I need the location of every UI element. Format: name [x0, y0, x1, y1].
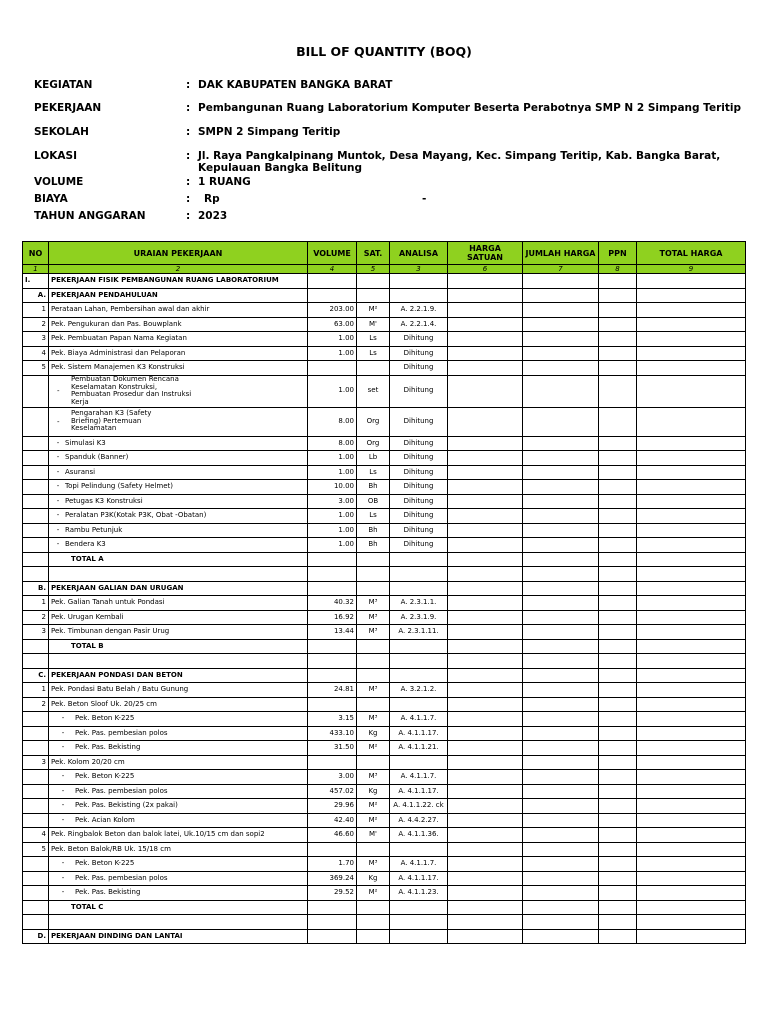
item-analisa: A. 2.2.1.9. [390, 303, 448, 318]
item-no: 1 [23, 683, 49, 698]
item-volume: 63.00 [308, 317, 357, 332]
item-desc [49, 813, 308, 828]
item-volume: 1.00 [308, 465, 357, 480]
tahun-label: TAHUN ANGGARAN [34, 210, 146, 222]
table-row [23, 509, 746, 524]
table-row [23, 799, 746, 814]
table-row [23, 346, 746, 361]
item-unit: Bh [357, 538, 390, 553]
item-no: 1 [23, 303, 49, 318]
item-dash: - [61, 743, 65, 751]
item-analisa: Dihitung [390, 436, 448, 451]
item-no: 3 [23, 755, 49, 770]
biaya-amount: - [422, 193, 427, 205]
item-unit: M³ [357, 610, 390, 625]
item-volume: 1.00 [308, 509, 357, 524]
item-desc [49, 480, 308, 495]
col-number: 9 [637, 265, 746, 274]
item-desc: Pek. Sistem Manajemen K3 Konstruksi [49, 361, 308, 376]
item-analisa: A. 4.4.2.27. [390, 813, 448, 828]
item-desc: Pek. Pengukuran dan Pas. Bouwplank [49, 317, 308, 332]
item-unit: M³ [357, 683, 390, 698]
item-no: 5 [23, 842, 49, 857]
item-volume: 1.00 [308, 375, 357, 407]
item-no: 1 [23, 596, 49, 611]
document-title: BILL OF QUANTITY (BOQ) [296, 44, 472, 59]
item-desc-text: Simulasi K3 [65, 438, 106, 447]
item-volume: 457.02 [308, 784, 357, 799]
item-desc: Pek. Kolom 20/20 cm [49, 755, 308, 770]
table-row [23, 625, 746, 640]
item-dash: - [56, 453, 60, 461]
item-desc-text: Pek. Beton K-225 [75, 714, 135, 722]
colon: : [186, 126, 191, 138]
item-dash: - [61, 728, 65, 737]
table-header-row [23, 242, 746, 265]
empty-row [23, 915, 746, 930]
col-header-volume: VOLUME [308, 242, 357, 265]
colon: : [186, 210, 191, 222]
item-unit: M³ [357, 625, 390, 640]
item-desc [49, 375, 308, 407]
item-analisa: A. 4.1.1.36. [390, 828, 448, 843]
table-row [23, 303, 746, 318]
item-no: 4 [23, 346, 49, 361]
item-unit: Lb [357, 451, 390, 466]
total-label: TOTAL A [49, 552, 308, 567]
item-analisa: Dihitung [390, 451, 448, 466]
item-desc-text: Pek. Pas. Bekisting [75, 743, 141, 751]
item-unit: Kg [357, 871, 390, 886]
item-dash: - [56, 511, 60, 519]
table-row [23, 538, 746, 553]
table-row [23, 407, 746, 436]
item-desc-text: Pek. Pas. Bekisting (2x pakai) [75, 801, 178, 809]
kegiatan-value: DAK KABUPATEN BANGKA BARAT [198, 79, 393, 91]
item-unit: Kg [357, 726, 390, 741]
item-volume: 369.24 [308, 871, 357, 886]
table-row [23, 494, 746, 509]
column-number-row [23, 265, 746, 274]
section-label: PEKERJAAN FISIK PEMBANGUNAN RUANG LABORATORIUM [49, 274, 308, 289]
item-analisa: A. 4.1.1.21. [390, 741, 448, 756]
item-desc [49, 436, 308, 451]
col-number: 5 [357, 265, 390, 274]
section-no: I. [23, 274, 49, 289]
table-row [23, 726, 746, 741]
item-analisa: A. 4.1.1.7. [390, 857, 448, 872]
empty-row [23, 567, 746, 582]
col-header-total-harga: TOTAL HARGA [637, 242, 746, 265]
item-desc-text: Pek. Beton K-225 [75, 859, 135, 867]
item-volume: 1.00 [308, 451, 357, 466]
item-desc-text: Bendera K3 [65, 540, 106, 548]
item-volume: 24.81 [308, 683, 357, 698]
item-analisa: A. 4.1.1.23. [390, 886, 448, 901]
total-row [23, 639, 746, 654]
item-desc: Pek. Beton Sloof Uk. 20/25 cm [49, 697, 308, 712]
section-label: PEKERJAAN DINDING DAN LANTAI [49, 929, 308, 944]
item-desc-text: Spanduk (Banner) [65, 453, 129, 461]
item-analisa: A. 4.1.1.17. [390, 784, 448, 799]
lokasi-value: Jl. Raya Pangkalpinang Muntok, Desa Mayang, Kec. Simpang Teritip, Kab. Bangka Barat, Kepulauan Bangka Belitung [198, 150, 721, 174]
total-row [23, 552, 746, 567]
item-analisa: A. 4.1.1.17. [390, 871, 448, 886]
table-row [23, 317, 746, 332]
item-analisa: A. 4.1.1.17. [390, 726, 448, 741]
item-no: 2 [23, 610, 49, 625]
item-desc [49, 465, 308, 480]
item-desc: Pek. Timbunan dengan Pasir Urug [49, 625, 308, 640]
item-analisa: A. 4.1.1.7. [390, 770, 448, 785]
item-dash: - [56, 496, 60, 505]
colon: : [186, 79, 191, 91]
col-header-ppn: PPN [599, 242, 637, 265]
item-unit: M³ [357, 596, 390, 611]
item-volume: 16.92 [308, 610, 357, 625]
table-row [23, 697, 746, 712]
item-unit: M³ [357, 770, 390, 785]
col-header-harga-satuan: HARGA SATUAN [448, 242, 523, 265]
item-unit: Ls [357, 465, 390, 480]
item-volume: 1.00 [308, 523, 357, 538]
item-desc-text: Pek. Pas. pembesian polos [75, 873, 168, 882]
item-no: 4 [23, 828, 49, 843]
item-analisa: Dihitung [390, 538, 448, 553]
col-number: 7 [523, 265, 599, 274]
item-volume: 1.00 [308, 332, 357, 347]
table-row [23, 436, 746, 451]
item-no: 3 [23, 332, 49, 347]
colon: : [186, 193, 191, 205]
section-no: D. [23, 929, 49, 944]
section-label: PEKERJAAN GALIAN DAN URUGAN [49, 581, 308, 596]
item-dash: - [56, 482, 60, 490]
item-desc-text: Rambu Petunjuk [65, 525, 123, 534]
item-no: 2 [23, 697, 49, 712]
item-dash: - [61, 859, 65, 867]
item-analisa: Dihitung [390, 407, 448, 436]
item-unit: M³ [357, 712, 390, 727]
empty-row [23, 654, 746, 669]
item-desc [49, 741, 308, 756]
item-no: 3 [23, 625, 49, 640]
table-row [23, 784, 746, 799]
item-unit: Kg [357, 784, 390, 799]
table-row [23, 523, 746, 538]
table-row [23, 842, 746, 857]
item-analisa: A. 2.3.1.9. [390, 610, 448, 625]
item-unit: M² [357, 799, 390, 814]
table-row [23, 465, 746, 480]
lokasi-label: LOKASI [34, 150, 77, 162]
table-row [23, 451, 746, 466]
item-analisa: A. 2.3.1.1. [390, 596, 448, 611]
table-row [23, 755, 746, 770]
biaya-label: BIAYA [34, 193, 68, 205]
item-desc: Pek. Biaya Administrasi dan Pelaporan [49, 346, 308, 361]
item-unit: Ls [357, 346, 390, 361]
item-unit: M³ [357, 857, 390, 872]
section-row [23, 274, 746, 289]
item-volume: 1.00 [308, 346, 357, 361]
item-volume: 31.50 [308, 741, 357, 756]
table-row [23, 886, 746, 901]
item-desc: Perataan Lahan, Pembersihan awal dan akhir [49, 303, 308, 318]
item-unit: Ls [357, 509, 390, 524]
col-number: 4 [308, 265, 357, 274]
item-desc-text: Pembuatan Dokumen Rencana Keselamatan Konstruksi, Pembuatan Prosedur dan Instruksi Kerja [71, 375, 192, 406]
item-volume: 8.00 [308, 407, 357, 436]
item-volume: 42.40 [308, 813, 357, 828]
colon: : [186, 102, 191, 114]
item-volume: 10.00 [308, 480, 357, 495]
item-desc-text: Pek. Beton K-225 [75, 772, 135, 780]
col-header-no: NO [23, 242, 49, 265]
item-desc: Pek. Beton Balok/RB Uk. 15/18 cm [49, 842, 308, 857]
item-desc-text: Pek. Pas. Bekisting [75, 888, 141, 896]
item-desc [49, 726, 308, 741]
item-analisa: A. 3.2.1.2. [390, 683, 448, 698]
table-row [23, 770, 746, 785]
item-desc: Pek. Urugan Kembali [49, 610, 308, 625]
item-dash: - [56, 540, 60, 548]
item-no: 5 [23, 361, 49, 376]
pekerjaan-value: Pembangunan Ruang Laboratorium Komputer Beserta Perabotnya SMP N 2 Simpang Teritip [198, 102, 741, 114]
table-row [23, 857, 746, 872]
total-label: TOTAL C [49, 900, 308, 915]
item-desc: Pek. Galian Tanah untuk Pondasi [49, 596, 308, 611]
tahun-value: 2023 [198, 210, 228, 222]
section-row [23, 929, 746, 944]
col-header-sat: SAT. [357, 242, 390, 265]
item-analisa: Dihitung [390, 361, 448, 376]
item-desc [49, 523, 308, 538]
table-row [23, 712, 746, 727]
col-number: 1 [23, 265, 49, 274]
table-row [23, 596, 746, 611]
item-analisa: A. 2.2.1.4. [390, 317, 448, 332]
item-desc [49, 509, 308, 524]
item-analisa: A. 4.1.1.7. [390, 712, 448, 727]
item-volume [308, 361, 357, 376]
section-no: B. [23, 581, 49, 596]
item-analisa: Dihitung [390, 523, 448, 538]
item-unit: Org [357, 407, 390, 436]
col-number: 2 [49, 265, 308, 274]
item-unit: M' [357, 828, 390, 843]
table-row [23, 375, 746, 407]
table-row [23, 741, 746, 756]
table-row [23, 332, 746, 347]
total-row [23, 900, 746, 915]
kegiatan-label: KEGIATAN [34, 79, 93, 91]
item-desc-text: Pek. Acian Kolom [75, 815, 135, 824]
item-analisa: A. 4.1.1.22. ck [390, 799, 448, 814]
item-analisa: Dihitung [390, 509, 448, 524]
item-desc [49, 871, 308, 886]
item-dash: - [61, 815, 65, 824]
item-no: 2 [23, 317, 49, 332]
col-header-analisa: ANALISA [390, 242, 448, 265]
sekolah-value: SMPN 2 Simpang Teritip [198, 126, 341, 138]
item-desc [49, 784, 308, 799]
item-dash: - [56, 438, 60, 447]
item-unit: Ls [357, 332, 390, 347]
item-unit: M² [357, 886, 390, 901]
section-no: A. [23, 288, 49, 303]
item-analisa: Dihitung [390, 494, 448, 509]
item-desc [49, 451, 308, 466]
item-desc-text: Asuransi [65, 467, 96, 476]
item-unit: set [357, 375, 390, 407]
item-unit: M' [357, 317, 390, 332]
item-unit: Bh [357, 523, 390, 538]
item-dash: - [61, 801, 65, 809]
section-no: C. [23, 668, 49, 683]
item-volume: 8.00 [308, 436, 357, 451]
pekerjaan-label: PEKERJAAN [34, 102, 102, 114]
section-label: PEKERJAAN PONDASI DAN BETON [49, 668, 308, 683]
table-row [23, 871, 746, 886]
item-desc-text: Peralatan P3K(Kotak P3K, Obat -Obatan) [65, 511, 207, 519]
item-analisa: Dihitung [390, 346, 448, 361]
item-unit: M² [357, 303, 390, 318]
item-volume: 46.60 [308, 828, 357, 843]
item-desc [49, 799, 308, 814]
section-row [23, 668, 746, 683]
item-volume: 1.00 [308, 538, 357, 553]
item-desc [49, 494, 308, 509]
item-desc-text: Pek. Pas. pembesian polos [75, 786, 168, 795]
item-volume: 29.52 [308, 886, 357, 901]
item-volume: 40.32 [308, 596, 357, 611]
item-volume: 3.00 [308, 494, 357, 509]
table-row [23, 683, 746, 698]
table-row [23, 610, 746, 625]
item-desc [49, 538, 308, 553]
item-desc [49, 712, 308, 727]
item-dash: - [56, 525, 60, 534]
item-unit [357, 361, 390, 376]
item-desc [49, 770, 308, 785]
col-number: 3 [390, 265, 448, 274]
item-unit: M² [357, 741, 390, 756]
table-row [23, 828, 746, 843]
item-desc [49, 407, 308, 436]
volume-value: 1 RUANG [198, 176, 251, 188]
item-unit: Org [357, 436, 390, 451]
item-unit: OB [357, 494, 390, 509]
item-volume: 203.00 [308, 303, 357, 318]
biaya-value: Rp [204, 193, 220, 205]
item-volume: 3.15 [308, 712, 357, 727]
item-desc [49, 857, 308, 872]
item-dash: - [61, 873, 65, 882]
volume-label: VOLUME [34, 176, 84, 188]
item-desc-text: Pengarahan K3 (Safety Briefing) Pertemuan Keselamatan [71, 409, 152, 433]
sekolah-label: SEKOLAH [34, 126, 89, 138]
colon: : [186, 150, 191, 162]
item-dash: - [61, 772, 65, 780]
item-analisa: Dihitung [390, 332, 448, 347]
colon: : [186, 176, 191, 188]
item-dash: - [61, 714, 65, 722]
item-volume: 1.70 [308, 857, 357, 872]
item-dash: - [56, 467, 60, 476]
item-desc: Pek. Pembuatan Papan Nama Kegiatan [49, 332, 308, 347]
item-desc [49, 886, 308, 901]
section-row [23, 288, 746, 303]
item-volume: 29.96 [308, 799, 357, 814]
item-analisa: Dihitung [390, 480, 448, 495]
item-desc: Pek. Ringbalok Beton dan balok latei, Uk.10/15 cm dan sopi2 [49, 828, 308, 843]
item-unit: Bh [357, 480, 390, 495]
item-desc: Pek. Pondasi Batu Belah / Batu Gunung [49, 683, 308, 698]
total-label: TOTAL B [49, 639, 308, 654]
item-desc-text: Petugas K3 Konstruksi [65, 496, 143, 505]
item-analisa: Dihitung [390, 375, 448, 407]
table-row [23, 480, 746, 495]
item-dash: - [61, 786, 65, 795]
item-dash: - [61, 888, 65, 896]
table-row [23, 813, 746, 828]
item-unit: M² [357, 813, 390, 828]
col-number: 8 [599, 265, 637, 274]
item-volume: 433.10 [308, 726, 357, 741]
item-dash: - [57, 386, 60, 395]
item-dash: - [57, 417, 60, 426]
item-volume: 3.00 [308, 770, 357, 785]
item-analisa: A. 2.3.1.11. [390, 625, 448, 640]
col-header-jumlah-harga: JUMLAH HARGA [523, 242, 599, 265]
section-row [23, 581, 746, 596]
section-label: PEKERJAAN PENDAHULUAN [49, 288, 308, 303]
item-desc-text: Topi Pelindung (Safety Helmet) [65, 482, 174, 490]
item-volume: 13.44 [308, 625, 357, 640]
boq-table [22, 241, 746, 944]
table-row [23, 361, 746, 376]
col-number: 6 [448, 265, 523, 274]
col-header-uraian: URAIAN PEKERJAAN [49, 242, 308, 265]
item-analisa: Dihitung [390, 465, 448, 480]
item-desc-text: Pek. Pas. pembesian polos [75, 728, 168, 737]
